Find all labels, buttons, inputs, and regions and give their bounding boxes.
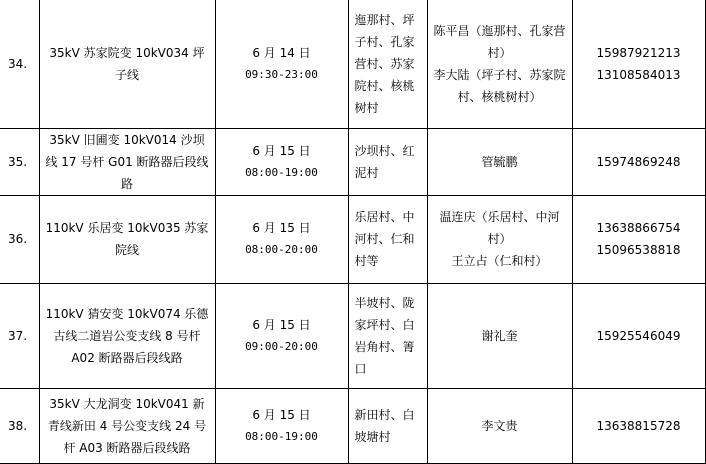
affected-area: 迤那村、坪子村、孔家营村、苏家院村、核桃树村 (348, 0, 427, 128)
contact-person (427, 0, 572, 128)
outage-time (215, 128, 348, 195)
affected-area: 沙坝村、红泥村 (348, 128, 427, 195)
outage-date: 6 月 15 日 (252, 407, 311, 422)
phone-number: 15974869248 (596, 154, 681, 169)
phone-number: 13108584013 (596, 67, 681, 82)
row-number: 35. (0, 128, 39, 195)
phone-number: 15925546049 (596, 328, 681, 343)
contact-person (427, 388, 572, 463)
line-name: 35kV 苏家院变 10kV034 坪子线 (39, 0, 215, 128)
phone-number: 15987921213 (596, 45, 681, 60)
line-name: 35kV 大龙洞变 10kV041 新青线新田 4 号公变支线 24 号杆 A03 断路器后段线路 (39, 388, 215, 463)
outage-hours: 09:00-20:00 (245, 339, 318, 353)
outage-date: 6 月 15 日 (252, 317, 311, 332)
outage-time (215, 283, 348, 388)
line-name: 110kV 猜安变 10kV074 乐德古线二道岩公变支线 8 号杆 A02 断路器后段线路 (39, 283, 215, 388)
outage-date: 6 月 15 日 (252, 143, 311, 158)
contact-name: 李大陆（坪子村、苏家院村、核桃树村） (433, 67, 566, 104)
contact-phone (572, 128, 705, 195)
contact-name: 陈平昌（迤那村、孔家营村） (433, 23, 566, 60)
row-number: 34. (0, 0, 39, 128)
line-name: 110kV 乐居变 10kV035 苏家院线 (39, 195, 215, 283)
outage-time (215, 388, 348, 463)
contact-name: 管毓鹏 (481, 154, 518, 169)
table-row (0, 0, 705, 128)
affected-area: 半坡村、陇家坪村、白岩角村、箐口 (348, 283, 427, 388)
contact-phone (572, 283, 705, 388)
line-name: 35kV 旧圃变 10kV014 沙坝线 17 号杆 G01 断路器后段线路 (39, 128, 215, 195)
affected-area: 新田村、白坡塘村 (348, 388, 427, 463)
table-row (0, 128, 705, 195)
contact-phone (572, 195, 705, 283)
table-row (0, 195, 705, 283)
row-number: 37. (0, 283, 39, 388)
outage-date: 6 月 15 日 (252, 221, 311, 235)
table-row (0, 388, 705, 463)
row-number: 38. (0, 388, 39, 463)
contact-person (427, 195, 572, 283)
contact-name: 温连庆（乐居村、中河村） (439, 210, 560, 246)
contact-name: 谢礼奎 (481, 328, 518, 343)
row-number: 36. (0, 195, 39, 283)
phone-number: 13638866754 (596, 221, 681, 235)
outage-hours: 08:00-19:00 (245, 429, 318, 443)
contact-name: 王立占（仁和村） (451, 254, 548, 268)
outage-hours: 09:30-23:00 (245, 67, 318, 81)
outage-time (215, 195, 348, 283)
contact-name: 李文贵 (481, 418, 518, 433)
table-row (0, 283, 705, 388)
affected-area: 乐居村、中河村、仁和村等 (348, 195, 427, 283)
contact-phone (572, 388, 705, 463)
outage-date: 6 月 14 日 (252, 45, 311, 60)
outage-hours: 08:00-20:00 (245, 243, 318, 256)
phone-number: 15096538818 (596, 243, 681, 257)
outage-time (215, 0, 348, 128)
contact-person (427, 128, 572, 195)
contact-person (427, 283, 572, 388)
contact-phone (572, 0, 705, 128)
outage-hours: 08:00-19:00 (245, 165, 318, 179)
phone-number: 13638815728 (596, 418, 681, 433)
